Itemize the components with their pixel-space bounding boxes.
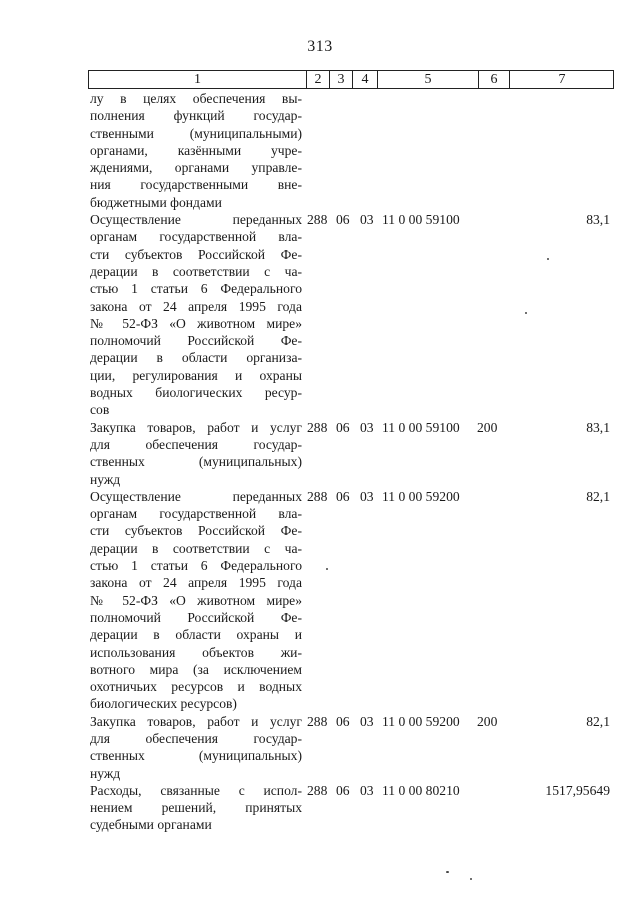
cell-c4: 03 [360, 713, 374, 729]
row-description [90, 488, 302, 713]
description-line: сов [90, 402, 110, 418]
description-line: дерации в соответствии с ча- [90, 540, 302, 556]
cell-c5: 11 0 00 59200 [382, 488, 460, 504]
scan-speck [525, 312, 527, 314]
header-col-3: 3 [329, 71, 352, 88]
cell-c2: 288 [307, 782, 328, 798]
description-line: для обеспечения государ- [90, 436, 302, 452]
cell-c7: 1517,95649 [545, 782, 610, 798]
cell-c3: 06 [336, 488, 350, 504]
description-line: органам государственной вла- [90, 229, 302, 245]
table-row [90, 419, 620, 488]
description-line: дерации в области организа- [90, 350, 302, 366]
description-line: Закупка товаров, работ и услуг [90, 713, 302, 729]
cell-c7: 83,1 [586, 419, 610, 435]
description-line: нением решений, принятых [90, 800, 302, 816]
description-line: ния государственными вне- [90, 177, 302, 193]
header-col-7: 7 [509, 71, 614, 88]
cell-c5: 11 0 00 80210 [382, 782, 460, 798]
cell-c4: 03 [360, 212, 374, 228]
cell-c3: 06 [336, 713, 350, 729]
table-row [90, 488, 620, 713]
description-line: сти субъектов Российской Фе- [90, 523, 302, 539]
table-body [90, 90, 620, 834]
description-line: стью 1 статьи 6 Федерального [90, 558, 302, 574]
cell-c2: 288 [307, 488, 328, 504]
description-line: закона от 24 апреля 1995 года [90, 298, 302, 314]
description-line: № 52-ФЗ «О животном мире» [90, 315, 302, 331]
description-line: водных биологических ресур- [90, 385, 302, 401]
description-line: бюджетными фондами [90, 194, 222, 210]
scan-speck [326, 568, 328, 570]
table-header [88, 70, 614, 89]
header-col-6: 6 [478, 71, 509, 88]
cell-c5: 11 0 00 59100 [382, 419, 460, 435]
description-line: биологических ресурсов) [90, 696, 237, 712]
description-line: судебными органами [90, 817, 212, 833]
row-description [90, 419, 302, 488]
description-line: ственных (муниципальных) [90, 454, 302, 470]
page-number: 313 [307, 38, 333, 55]
description-line: дерации в области охраны и [90, 627, 302, 643]
cell-c2: 288 [307, 419, 328, 435]
table-row [90, 782, 620, 834]
table-row [90, 713, 620, 782]
cell-c4: 03 [360, 419, 374, 435]
cell-c6: 200 [477, 713, 498, 729]
row-description [90, 90, 302, 211]
row-description [90, 782, 302, 834]
description-line: ственных (муниципальных) [90, 748, 302, 764]
cell-c4: 03 [360, 488, 374, 504]
description-line: охотничьих ресурсов и водных [90, 679, 302, 695]
cell-c3: 06 [336, 782, 350, 798]
scan-speck [470, 878, 472, 880]
description-line: закона от 24 апреля 1995 года [90, 575, 302, 591]
cell-c5: 11 0 00 59200 [382, 713, 460, 729]
description-line: органам государственной вла- [90, 506, 302, 522]
description-line: № 52-ФЗ «О животном мире» [90, 592, 302, 608]
description-line: дерации в соответствии с ча- [90, 263, 302, 279]
description-line: Осуществление переданных [90, 212, 302, 228]
row-description [90, 713, 302, 782]
description-line: ственными (муниципальными) [90, 125, 302, 141]
description-line: Расходы, связанные с испол- [90, 782, 302, 798]
description-line: стью 1 статьи 6 Федерального [90, 281, 302, 297]
header-col-4: 4 [352, 71, 377, 88]
description-line: вотного мира (за исключением [90, 661, 302, 677]
description-line: Закупка товаров, работ и услуг [90, 419, 302, 435]
description-line: органами, казёнными учре- [90, 142, 302, 158]
cell-c2: 288 [307, 713, 328, 729]
description-line: сти субъектов Российской Фе- [90, 246, 302, 262]
row-description [90, 211, 302, 419]
description-line: нужд [90, 471, 121, 487]
description-line: использования объектов жи- [90, 644, 302, 660]
header-col-2: 2 [306, 71, 329, 88]
scan-speck [446, 871, 449, 873]
cell-c3: 06 [336, 212, 350, 228]
cell-c7: 82,1 [586, 713, 610, 729]
description-line: полномочий Российской Фе- [90, 609, 302, 625]
description-line: ждениями, органами управле- [90, 160, 302, 176]
table-row [90, 90, 620, 211]
description-line: лу в целях обеспечения вы- [90, 91, 302, 106]
description-line: полнения функций государ- [90, 108, 302, 124]
header-col-5: 5 [377, 71, 478, 88]
description-line: полномочий Российской Фе- [90, 333, 302, 349]
cell-c7: 83,1 [586, 212, 610, 228]
cell-c2: 288 [307, 212, 328, 228]
description-line: ции, регулирования и охраны [90, 367, 302, 383]
cell-c3: 06 [336, 419, 350, 435]
cell-c5: 11 0 00 59100 [382, 212, 460, 228]
description-line: для обеспечения государ- [90, 730, 302, 746]
header-col-1: 1 [194, 72, 201, 87]
description-line: нужд [90, 765, 121, 781]
scan-speck [547, 258, 549, 260]
cell-c7: 82,1 [586, 488, 610, 504]
cell-c6: 200 [477, 419, 498, 435]
table-row [90, 211, 620, 419]
cell-c4: 03 [360, 782, 374, 798]
description-line: Осуществление переданных [90, 488, 302, 504]
